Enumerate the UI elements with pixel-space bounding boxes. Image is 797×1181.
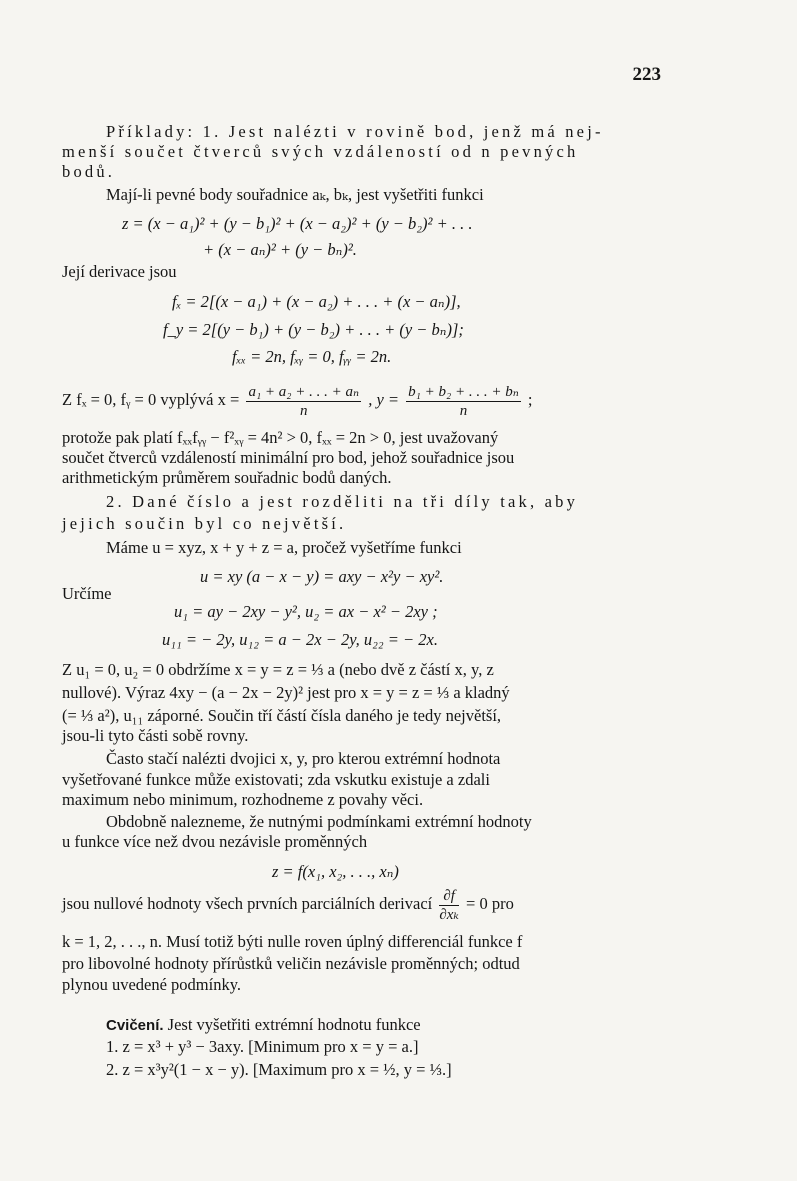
- text-line: (= ⅓ a²), u₁₁ záporné. Součin tří částí čísla daného je tedy největší,: [62, 706, 502, 725]
- formula: f_y = 2[(y − b₁) + (y − b₂) + . . . + (y − bₙ)];: [163, 320, 464, 339]
- fraction: [406, 383, 521, 420]
- fraction-numerator: a₁ + a₂ + . . . + aₙ: [248, 383, 360, 400]
- text-line: vyšetřované funkce může existovati; zda vskutku existuje a zdali: [62, 770, 490, 789]
- formula: u₁₁ = − 2y, u₁₂ = a − 2x − 2y, u₂₂ = − 2x.: [162, 630, 438, 649]
- exercise-heading-line: [106, 1015, 421, 1036]
- text-line: Mají-li pevné body souřadnice aₖ, bₖ, jest vyšetřiti funkci: [106, 185, 484, 204]
- exercise-item: 2. z = x³y²(1 − x − y). [Maximum pro x = ½, y = ⅓.]: [106, 1060, 452, 1079]
- formula: z = f(x₁, x₂, . . ., xₙ): [272, 862, 399, 881]
- text-fragment: Jest vyšetřiti extrémní hodnotu funkce: [167, 1015, 421, 1034]
- text-fragment: Z fₓ = 0, fᵧ = 0 vyplývá x =: [62, 390, 240, 409]
- exercise-item: 1. z = x³ + y³ − 3axy. [Minimum pro x = y = a.]: [106, 1037, 419, 1056]
- text-line: Určíme: [62, 584, 112, 603]
- text-fragment: jsou nullové hodnoty všech prvních parciálních derivací: [62, 894, 433, 913]
- fraction-denominator: n: [459, 402, 468, 419]
- text-line: plynou uvedené podmínky.: [62, 975, 242, 994]
- text-line: součet čtverců vzdáleností minimální pro bod, jehož souřadnice jsou: [62, 448, 515, 467]
- text-line: maximum nebo minimum, rozhodneme z povahy věci.: [62, 790, 424, 809]
- formula: u₁ = ay − 2xy − y², u₂ = ax − x² − 2xy ;: [174, 602, 438, 621]
- example-1-heading: Příklady: 1. Jest nalézti v rovině bod, jenž má nej-: [106, 122, 604, 141]
- text-line: k = 1, 2, . . ., n. Musí totiž býti nulle roven úplný differenciál funkce f: [62, 932, 523, 951]
- text-line: protože pak platí fₓₓfᵧᵧ − f²ₓᵧ = 4n² > 0, fₓₓ = 2n > 0, jest uvažovaný: [62, 428, 499, 447]
- text-line: Obdobně nalezneme, že nutnými podmínkami extrémní hodnoty: [106, 812, 532, 831]
- formula-line: [62, 380, 533, 420]
- text-line: u funkce více než dvou nezávisle proměnných: [62, 832, 368, 851]
- text-fragment: , y =: [368, 390, 400, 409]
- text-line: nullové). Výraz 4xy − (a − 2x − 2y)² jest pro x = y = z = ⅓ a kladný: [62, 683, 510, 702]
- formula: fₓ = 2[(x − a₁) + (x − a₂) + . . . + (x − aₙ)],: [172, 292, 461, 311]
- fraction-denominator: ∂xₖ: [439, 906, 459, 923]
- text-line: jejich součin byl co největší.: [62, 514, 347, 533]
- text-line: Často stačí nalézti dvojici x, y, pro kterou extrémní hodnota: [106, 749, 501, 768]
- formula: z = (x − a₁)² + (y − b₁)² + (x − a₂)² + (y − b₂)² + . . .: [122, 214, 473, 233]
- example-2-heading: 2. Dané číslo a jest rozděliti na tři díly tak, aby: [106, 492, 579, 511]
- formula: + (x − aₙ)² + (y − bₙ)².: [203, 240, 357, 259]
- fraction: [439, 887, 459, 924]
- exercise-label: Cvičení.: [106, 1017, 164, 1034]
- fraction-numerator: b₁ + b₂ + . . . + bₙ: [408, 383, 519, 400]
- formula: u = xy (a − x − y) = axy − x²y − xy².: [200, 567, 444, 586]
- text-line: pro libovolné hodnoty přírůstků veličin nezávisle proměnných; odtud: [62, 954, 520, 973]
- text-fragment: ;: [527, 390, 533, 409]
- formula: fₓₓ = 2n, fₓᵧ = 0, fᵧᵧ = 2n.: [232, 347, 392, 366]
- fraction-denominator: n: [300, 402, 308, 419]
- text-line: Její derivace jsou: [62, 262, 177, 281]
- text-line: menší součet čtverců svých vzdáleností od n pevných: [62, 142, 579, 161]
- text-line: jsou-li tyto části sobě rovny.: [62, 726, 249, 745]
- formula-line: [62, 882, 514, 926]
- fraction: [246, 383, 361, 420]
- text-line: Z u₁ = 0, u₂ = 0 obdržíme x = y = z = ⅓ a (nebo dvě z částí x, y, z: [62, 660, 494, 679]
- page-number: 223: [632, 64, 661, 85]
- text-fragment: = 0 pro: [466, 894, 514, 913]
- text-line: Máme u = xyz, x + y + z = a, pročež vyšetříme funkci: [106, 538, 462, 557]
- text-line: arithmetickým průměrem souřadnic bodů daných.: [62, 468, 392, 487]
- fraction-numerator: ∂f: [439, 887, 459, 906]
- text-line: bodů.: [62, 162, 116, 181]
